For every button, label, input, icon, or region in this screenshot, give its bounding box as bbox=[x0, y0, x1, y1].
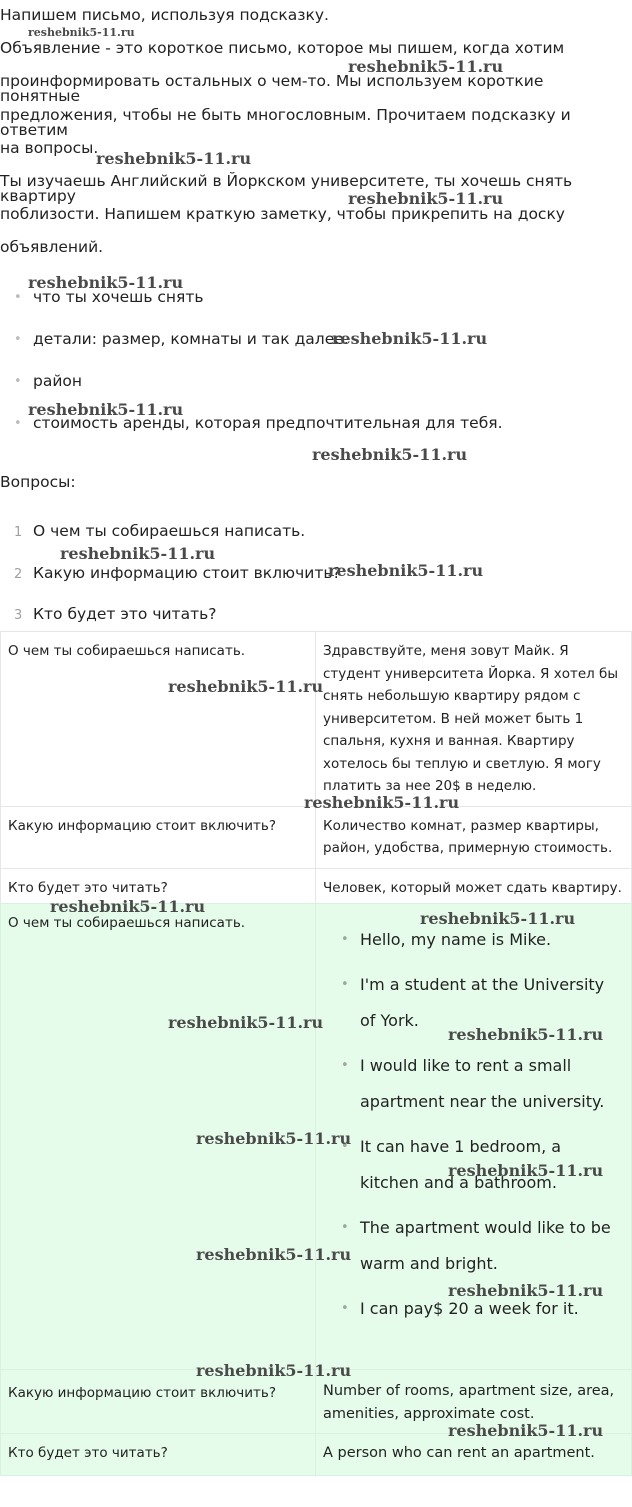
table-cell: Количество комнат, размер квартиры, район, удобства, примерную стоимость. bbox=[316, 806, 632, 868]
list-item: • детали: размер, комнаты и так далее. bbox=[14, 332, 349, 347]
watermark: reshebnik5-11.ru bbox=[328, 561, 484, 580]
list-item: 1 О чем ты собираешься написать. bbox=[14, 522, 306, 540]
watermark: reshebnik5-11.ru bbox=[448, 1025, 604, 1044]
watermark: reshebnik5-11.ru bbox=[28, 400, 184, 419]
intro-line: проинформировать остальных о чем-то. Мы используем короткие понятные bbox=[0, 72, 544, 105]
table-row bbox=[1, 806, 632, 868]
table-cell: Кто будет это читать? bbox=[1, 1434, 316, 1476]
table-cell: О чем ты собираешься написать. bbox=[1, 904, 316, 1370]
table-row bbox=[1, 632, 632, 807]
watermark: reshebnik5-11.ru bbox=[60, 544, 216, 563]
watermark: reshebnik5-11.ru bbox=[28, 273, 184, 292]
list-item: • I would like to rent a small apartment near the university. bbox=[323, 1048, 624, 1120]
watermark: reshebnik5-11.ru bbox=[196, 1129, 352, 1148]
table-cell: Number of rooms, apartment size, area, amenities, approximate cost. bbox=[316, 1370, 632, 1434]
answer-table-ru bbox=[0, 631, 632, 908]
list-item: • что ты хочешь снять bbox=[14, 290, 204, 305]
watermark: reshebnik5-11.ru bbox=[28, 26, 135, 39]
answer-table-en bbox=[0, 903, 632, 1476]
table-cell: Здравствуйте, меня зовут Майк. Я студент университета Йорка. Я хотел бы снять небольшую квартиру рядом с университетом. В ней может быть 1 спальня, кухня и ванная. Квартиру хотелось бы теплую и светлую. Я могу платить за нее 20$ в неделю. bbox=[316, 632, 632, 807]
watermark: reshebnik5-11.ru bbox=[96, 149, 252, 168]
intro-line: Напишем письмо, используя подсказку. bbox=[0, 6, 329, 24]
table-cell: Человек, который может сдать квартиру. bbox=[316, 868, 632, 908]
watermark: reshebnik5-11.ru bbox=[50, 897, 206, 916]
watermark: reshebnik5-11.ru bbox=[168, 677, 324, 696]
intro-line: Объявление - это короткое письмо, которое мы пишем, когда хотим bbox=[0, 39, 565, 57]
table-cell: Какую информацию стоит включить? bbox=[1, 1370, 316, 1434]
watermark: reshebnik5-11.ru bbox=[448, 1161, 604, 1180]
intro-line: на вопросы. bbox=[0, 139, 99, 157]
english-letter-list bbox=[323, 922, 624, 1327]
list-item: • It can have 1 bedroom, a kitchen and a bathroom. bbox=[323, 1129, 624, 1201]
intro-line: Ты изучаешь Английский в Йоркском университете, ты хочешь снять квартиру bbox=[0, 172, 573, 205]
watermark: reshebnik5-11.ru bbox=[348, 189, 504, 208]
intro-line: объявлений. bbox=[0, 238, 104, 256]
intro-line: предложения, чтобы не быть многословным. Прочитаем подсказку и ответим bbox=[0, 106, 571, 139]
watermark: reshebnik5-11.ru bbox=[196, 1361, 352, 1380]
watermark: reshebnik5-11.ru bbox=[448, 1281, 604, 1300]
list-item: • район bbox=[14, 374, 82, 389]
watermark: reshebnik5-11.ru bbox=[348, 57, 504, 76]
table-cell: A person who can rent an apartment. bbox=[316, 1434, 632, 1476]
watermark: reshebnik5-11.ru bbox=[448, 1421, 604, 1440]
list-item: 2 Какую информацию стоит включить? bbox=[14, 564, 341, 582]
list-item: • The apartment would like to be warm and bright. bbox=[323, 1210, 624, 1282]
list-item: 3 Кто будет это читать? bbox=[14, 605, 217, 623]
watermark: reshebnik5-11.ru bbox=[168, 1013, 324, 1032]
watermark: reshebnik5-11.ru bbox=[420, 909, 576, 928]
table-cell: Какую информацию стоит включить? bbox=[1, 806, 316, 868]
watermark: reshebnik5-11.ru bbox=[196, 1245, 352, 1264]
watermark: reshebnik5-11.ru bbox=[312, 445, 468, 464]
table-cell: О чем ты собираешься написать. bbox=[1, 632, 316, 807]
list-item: • стоимость аренды, которая предпочтительная для тебя. bbox=[14, 416, 503, 431]
watermark: reshebnik5-11.ru bbox=[304, 793, 460, 812]
questions-label: Вопросы: bbox=[0, 473, 76, 491]
watermark: reshebnik5-11.ru bbox=[332, 329, 488, 348]
list-item: • Hello, my name is Mike. bbox=[323, 922, 624, 958]
list-item: • I can pay$ 20 a week for it. bbox=[323, 1291, 624, 1327]
list-item: • I'm a student at the University of York. bbox=[323, 967, 624, 1039]
intro-line: поблизости. Напишем краткую заметку, чтобы прикрепить на доску bbox=[0, 205, 565, 223]
table-cell: Кто будет это читать? bbox=[1, 868, 316, 908]
